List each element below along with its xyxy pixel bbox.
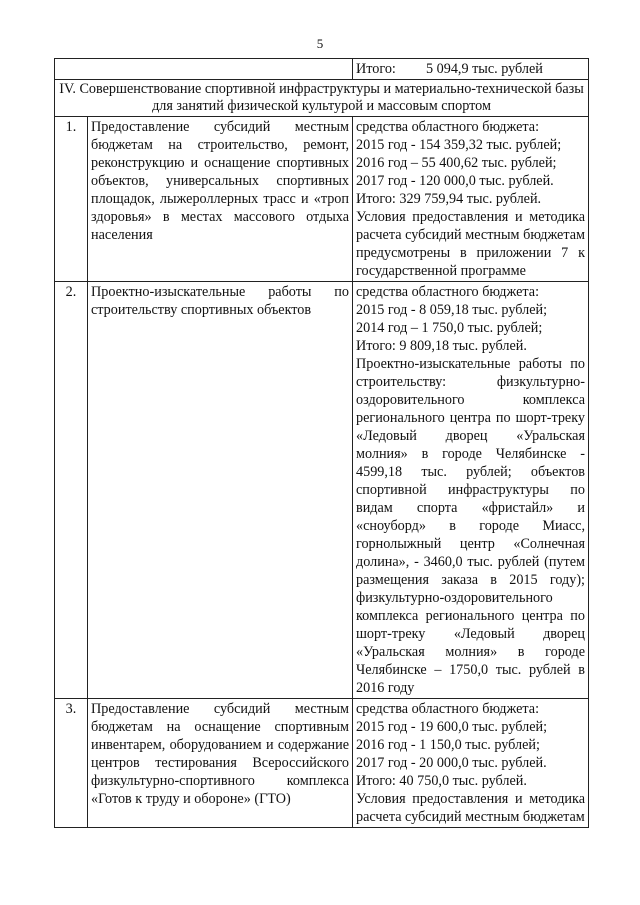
funding-line: 2016 год – 55 400,62 тыс. рублей; — [356, 155, 557, 171]
table-row — [55, 699, 589, 828]
row-description: Проектно-изыскательные работы по строительству спортивных объектов — [88, 282, 353, 699]
row-number: 2. — [55, 282, 88, 699]
total-row-empty-cell — [55, 59, 353, 80]
funding-total: Итого: 9 809,18 тыс. рублей. — [356, 338, 527, 354]
program-table — [54, 58, 589, 828]
row-number: 3. — [55, 699, 88, 828]
table-row — [55, 282, 589, 699]
funding-total: Итого: 40 750,0 тыс. рублей. — [356, 773, 527, 789]
row-description: Предоставление субсидий местным бюджетам на строительство, ремонт, реконструкцию и оснащение спортивных объектов, универсальных спортивных площадок, лыжероллерных трасс и «троп здоровья» в местах массового отдыха населения — [88, 117, 353, 282]
funding-note: Условия предоставления и методика расчета субсидий местным бюджетам предусмотрены в приложении 7 к государственной программе — [356, 209, 585, 279]
row-funding — [353, 282, 589, 699]
funding-line: 2014 год – 1 750,0 тыс. рублей; — [356, 320, 543, 336]
funding-source: средства областного бюджета: — [356, 701, 540, 717]
row-funding — [353, 117, 589, 282]
funding-line: 2015 год - 154 359,32 тыс. рублей; — [356, 137, 562, 153]
section-title: IV. Совершенствование спортивной инфраструктуры и материально-технической базы для занятий физической культурой и массовым спортом — [55, 80, 589, 117]
funding-note: Условия предоставления и методика расчета субсидий местным бюджетам — [356, 791, 585, 825]
funding-source: средства областного бюджета: — [356, 119, 540, 135]
total-label: Итого: — [356, 61, 396, 77]
total-cell — [353, 59, 589, 80]
funding-line: 2017 год - 120 000,0 тыс. рублей. — [356, 173, 554, 189]
funding-line: 2015 год - 8 059,18 тыс. рублей; — [356, 302, 548, 318]
funding-line: 2016 год - 1 150,0 тыс. рублей; — [356, 737, 540, 753]
funding-line: 2015 год - 19 600,0 тыс. рублей; — [356, 719, 548, 735]
row-number: 1. — [55, 117, 88, 282]
section-header-row — [55, 80, 589, 117]
table-row — [55, 117, 589, 282]
page-number: 5 — [316, 36, 324, 51]
funding-total: Итого: 329 759,94 тыс. рублей. — [356, 191, 542, 207]
funding-note: Проектно-изыскательные работы по строительству: физкультурно-оздоровительного комплекса регионального центра по шорт-треку «Ледовый дворец «Уральская молния» в городе Челябинске - 4599,18 тыс. рублей; объектов спортивной инфраструктуры по видам спорта «фристайл» и «сноуборд» в городе Миасс, горнолыжный центр «Солнечная долина», - 3460,0 тыс. рублей (путем размещения заказа в 2015 году); физкультурно-оздоровительного комплекса регионального центра по шорт-треку «Ледовый дворец «Уральская молния» в городе Челябинске – 1750,0 тыс. рублей в 2016 году — [356, 356, 585, 696]
funding-line: 2017 год - 20 000,0 тыс. рублей. — [356, 755, 547, 771]
row-funding — [353, 699, 589, 828]
total-value: 5 094,9 тыс. рублей — [426, 61, 543, 77]
total-row — [55, 59, 589, 80]
funding-source: средства областного бюджета: — [356, 284, 540, 300]
row-description: Предоставление субсидий местным бюджетам на оснащение спортивным инвентарем, оборудованием и содержание центров тестирования Всероссийского физкультурно-спортивного комплекса «Готов к труду и обороне» (ГТО) — [88, 699, 353, 828]
